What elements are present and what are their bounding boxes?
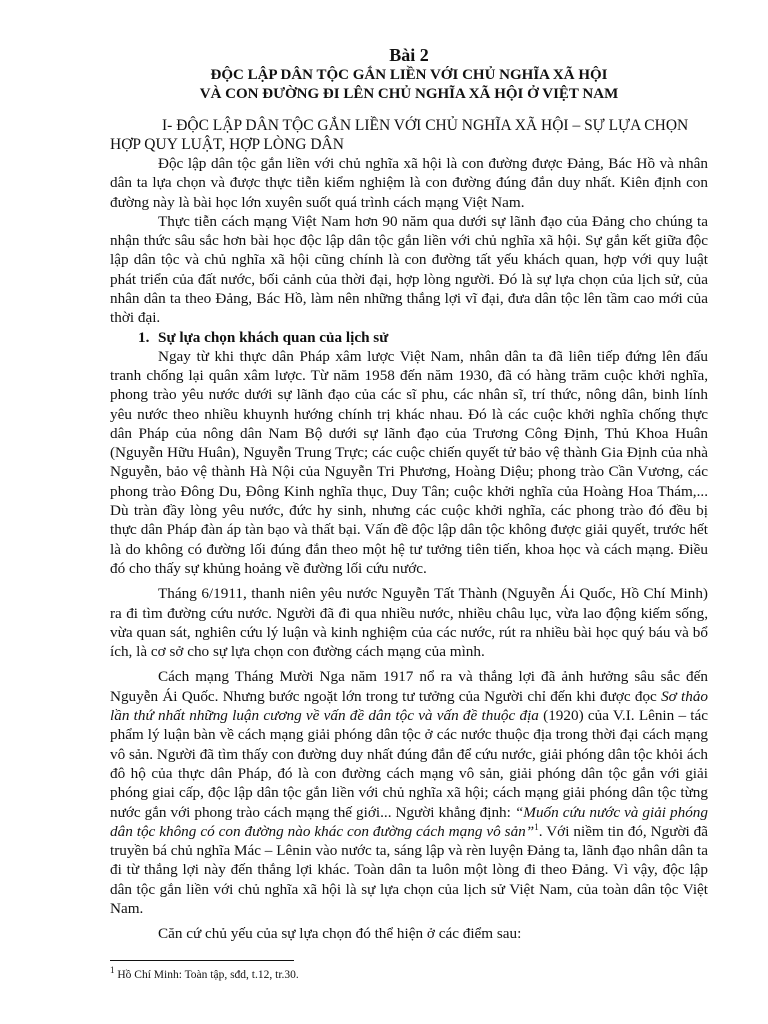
footnote-marker: 1 <box>110 965 115 976</box>
subheading-text: Sự lựa chọn khách quan của lịch sử <box>158 328 389 346</box>
paragraph-5-part-a: Cách mạng Tháng Mười Nga năm 1917 nổ ra và thắng lợi đã ảnh hưởng sâu sắc đến Nguyễn Ái Quốc. Nhưng bước ngoặt lớn trong tư tưởng của Người chỉ đến khi được đọc <box>110 668 708 705</box>
footnote-text: Hồ Chí Minh: Toàn tập, sđd, t.12, tr.30. <box>114 969 299 981</box>
footnote-reference[interactable]: 1 <box>534 821 539 832</box>
subheading-number: 1. <box>138 328 150 346</box>
lesson-title: Bài 2 <box>389 45 429 65</box>
paragraph-5-italic-title: Sơ thảo lần thứ nhất những luận cương về vấn đề dân tộc và vấn đề thuộc địa <box>110 687 709 725</box>
paragraph-5-quote: “Muốn cứu nước và giải phóng dân tộc không có con đường nào khác con đường cách mạng vô sản” <box>110 803 708 840</box>
footnote <box>110 965 299 982</box>
paragraph-6: Căn cứ chủ yếu của sự lựa chọn đó thể hiện ở các điểm sau: <box>158 925 522 943</box>
paragraph-1: Độc lập dân tộc gắn liền với chủ nghĩa xã hội là con đường được Đảng, Bác Hồ và nhân dân ta lựa chọn và được thực tiễn kiểm nghiệm là con đường đúng đắn duy nhất. Kiên định con đường này là bài học lớn xuyên suốt quá trình cách mạng Việt Nam. <box>110 155 708 211</box>
paragraph-2: Thực tiễn cách mạng Việt Nam hơn 90 năm qua dưới sự lãnh đạo của Đảng cho chúng ta nhận thức sâu sắc hơn bài học độc lập dân tộc gắn liền với chủ nghĩa xã hội. Sự gắn kết giữa độc lập dân tộc và chủ nghĩa xã hội cũng chính là con đường tất yếu khách quan, hợp với quy luật phát triển của đất nước, bối cảnh của thời đại, hợp lòng người. Đó là sự lựa chọn của lịch sử, của nhân dân ta theo Đảng, Bác Hồ, làm nên những thắng lợi vĩ đại, đưa dân tộc lên tầm cao mới của thời đại. <box>110 212 708 327</box>
subtitle-line-2: VÀ CON ĐƯỜNG ĐI LÊN CHỦ NGHĨA XÃ HỘI Ở VIỆT NAM <box>199 86 619 102</box>
title-block <box>110 44 708 104</box>
section-heading: I- ĐỘC LẬP DÂN TỘC GẮN LIỀN VỚI CHỦ NGHĨA XÃ HỘI – SỰ LỰA CHỌN HỢP QUY LUẬT, HỢP LÒNG DÂN <box>110 117 689 153</box>
footnote-divider <box>110 960 294 961</box>
paragraph-5-part-c: . Với niềm tin đó, Người đã truyền bá chủ nghĩa Mác – Lênin vào nước ta, sáng lập và rèn luyện Đảng ta, lãnh đạo nhân dân ta đi từ thắng lợi này đến thắng lợi khác. Toàn dân ta luôn một lòng đi theo Đảng. Vì vậy, độc lập dân tộc gắn liền với chủ nghĩa xã hội là sự lựa chọn của lịch sử Việt Nam, của toàn dân tộc Việt Nam. <box>110 822 708 917</box>
paragraph-5 <box>110 667 708 918</box>
paragraph-3: Ngay từ khi thực dân Pháp xâm lược Việt Nam, nhân dân ta đã liên tiếp đứng lên đấu tranh chống lại quân xâm lược. Từ năm 1958 đến năm 1930, đã có hàng trăm cuộc khởi nghĩa, phong trào yêu nước dưới sự lãnh đạo của các sĩ phu, các nhân sĩ, trí thức, nông dân, binh lính yêu nước theo nhiều khuynh hướng chính trị khác nhau. Đó là các cuộc khởi nghĩa chống thực dân Pháp của nông dân Nam Bộ dưới sự lãnh đạo của Trương Công Định, Thủ Khoa Huân (Nguyễn Hữu Huân), Nguyễn Trung Trực; các cuộc chiến quyết tử bảo vệ thành Gia Định của nhà Nguyễn, bảo vệ thành Hà Nội của Nguyễn Tri Phương, Hoàng Diệu; phong trào Cần Vương, các phong trào Đông Du, Đông Kinh nghĩa thục, Duy Tân; cuộc khởi nghĩa của Hoàng Hoa Thám,... Dù tràn đầy lòng yêu nước, đức hy sinh, nhưng các cuộc khởi nghĩa, các phong trào đó đều bị thực dân Pháp đàn áp tàn bạo và thất bại. Vấn đề độc lập dân tộc không được giải quyết, trước hết là do không có đường lối đúng đắn theo một hệ tư tưởng tiên tiến, khoa học và cách mạng. Điều đó cho thấy sự khủng hoảng về đường lối cứu nước. <box>110 347 708 577</box>
subtitle-line-1: ĐỘC LẬP DÂN TỘC GẮN LIỀN VỚI CHỦ NGHĨA XÃ HỘI <box>210 67 608 83</box>
paragraph-5-part-b: (1920) của V.I. Lênin – tác phẩm lý luận bàn về cách mạng giải phóng dân tộc ở các nước thuộc địa trong thời đại cách mạng vô sản. Người đã tìm thấy con đường duy nhất đúng đắn để cứu nước, giải phóng dân tộc khỏi ách đô hộ của thực dân Pháp, đó là con đường cách mạng vô sản, giải phóng dân tộc gắn với giải phóng giai cấp, độc lập dân tộc gắn liền với chủ nghĩa xã hội; cách mạng giải phóng dân tộc từng nước gắn với phong trào cách mạng thế giới... Người khẳng định: <box>110 707 709 821</box>
paragraph-4: Tháng 6/1911, thanh niên yêu nước Nguyễn Tất Thành (Nguyễn Ái Quốc, Hồ Chí Minh) ra đi tìm đường cứu nước. Người đã đi qua nhiều nước, nhiều châu lục, vừa lao động kiếm sống, vừa quan sát, nghiên cứu lý luận và kinh nghiệm của các nước, rút ra nhiều bài học quý báu và bổ ích, là cơ sở cho sự lựa chọn con đường cách mạng của mình. <box>110 585 708 661</box>
subheading-1 <box>110 328 708 347</box>
